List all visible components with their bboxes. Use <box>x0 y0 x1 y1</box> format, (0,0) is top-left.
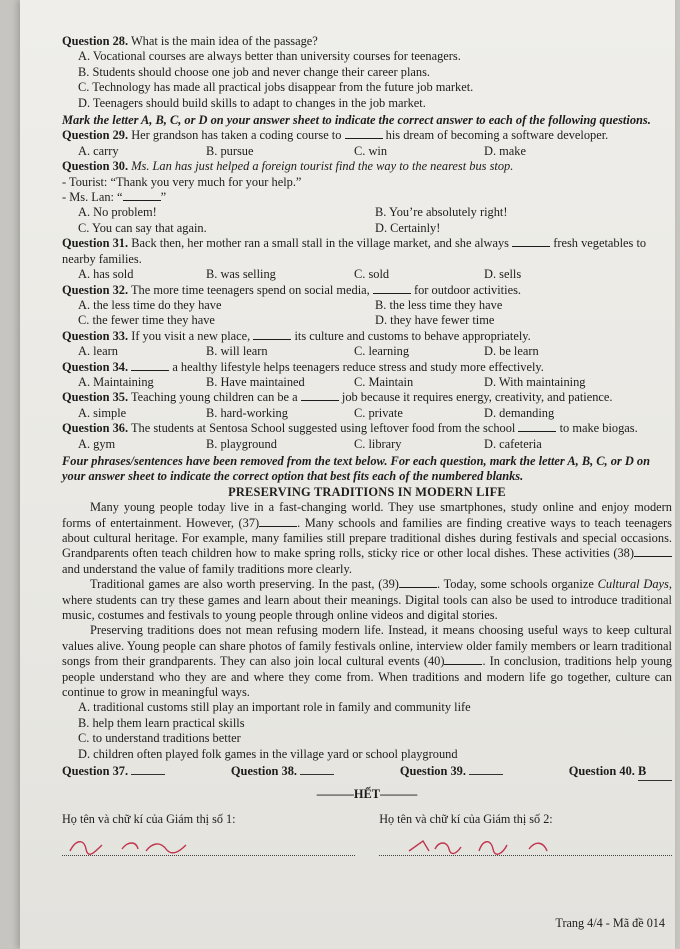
options <box>62 267 672 282</box>
answer-blank <box>301 390 339 401</box>
answer-slot-39 <box>469 774 503 775</box>
options <box>62 298 672 329</box>
option-b: B. Have maintained <box>206 374 305 389</box>
option-b: B. pursue <box>206 143 254 158</box>
answer-blank <box>518 421 556 432</box>
signature-line-1 <box>62 837 355 856</box>
exam-sheet <box>20 0 675 949</box>
answer-row <box>62 764 672 780</box>
option-a: A. traditional customs still play an important role in family and community life <box>78 700 471 715</box>
answer-blank <box>512 236 550 247</box>
passage-paragraph-2: Traditional games are also worth preserving. In the past, (39) . Today, some schools organize Cultural Days, where students can try these games and learn about their meanings. Digital tools can also be used to introduce traditional music, costumes and festivals to young people through online videos and digital stories. <box>62 577 672 623</box>
option-d: D. Certainly! <box>375 220 441 235</box>
question-31: Question 31. Back then, her mother ran a small stall in the village market, and she always fresh vegetables to nearby families. A. has sold B. was selling C. sold D. sells <box>62 236 672 282</box>
passage-paragraph-3: Preserving traditions does not mean refusing modern life. Instead, it means choosing useful ways to keep cultural values alive. Young people can share photos of family festivals online, interview older family members or learn traditional songs from their grandparents. They can also join local cultural events (40) . In conclusion, traditions help young people understand who they are and where they come from. When traditions and modern life go together, culture can continue to grow in meaningful ways. <box>62 623 672 700</box>
option-c: C. Technology has made all practical jobs disappear from the future job market. <box>78 80 474 95</box>
option-a: A. the less time do they have <box>78 297 222 312</box>
options <box>62 205 672 236</box>
answer-blank <box>345 128 383 139</box>
option-b: B. playground <box>206 436 277 451</box>
passage-title: PRESERVING TRADITIONS IN MODERN LIFE <box>228 484 506 499</box>
instruction-2: Four phrases/sentences have been removed from the text below. For each question, mark the letter A, B, C, or D on your answer sheet to indicate the correct option that best fits each of the numbered blanks. <box>62 453 650 484</box>
answer-label-40: Question 40. <box>568 764 635 779</box>
option-b: B. Students should choose one job and never change their career plans. <box>78 64 430 79</box>
options <box>62 144 672 159</box>
option-a: A. gym <box>78 436 116 451</box>
question-label: Question 30. <box>62 159 129 174</box>
option-c: C. to understand traditions better <box>78 731 241 746</box>
end-marker: ———HẾT——— <box>316 786 418 801</box>
question-33: Question 33. If you visit a new place, its culture and customs to behave appropriately. A. learn B. will learn C. learning D. be learn <box>62 329 672 360</box>
option-d: D. sells <box>484 267 522 282</box>
option-d: D. cafeteria <box>484 436 542 451</box>
question-stem: Ms. Lan has just helped a foreign tourist find the way to the nearest bus stop. <box>131 159 514 174</box>
proctor-signatures <box>62 812 672 856</box>
option-a: A. Maintaining <box>78 374 154 389</box>
question-28 <box>62 34 672 111</box>
option-a: A. Vocational courses are always better than university courses for teenagers. <box>78 49 461 64</box>
option-d: D. children often played folk games in the village yard or school playground <box>78 746 458 761</box>
option-b: B. You’re absolutely right! <box>375 205 508 220</box>
option-c: C. Maintain <box>354 374 414 389</box>
option-c: C. the fewer time they have <box>78 313 215 328</box>
options <box>62 437 672 452</box>
option-c: C. private <box>354 405 403 420</box>
blank-37 <box>259 516 297 527</box>
question-32: Question 32. The more time teenagers spend on social media, for outdoor activities. A. the less time do they have B. the less time they have C. the fewer time they have D. they have fewer time <box>62 283 672 329</box>
question-label: Question 34. <box>62 359 129 374</box>
option-d: D. be learn <box>484 344 539 359</box>
option-b: B. hard-working <box>206 405 288 420</box>
signature-2 <box>379 837 579 857</box>
signature-1 <box>62 837 212 855</box>
option-b: B. was selling <box>206 267 276 282</box>
question-label: Question 29. <box>62 128 129 143</box>
question-label: Question 31. <box>62 236 129 251</box>
option-c: C. learning <box>354 344 410 359</box>
question-36: Question 36. The students at Sentosa School suggested using leftover food from the school to make biogas. A. gym B. playground C. library D. cafeteria <box>62 421 672 452</box>
passage-paragraph-1: Many young people today live in a fast-changing world. They use smartphones, study online and enjoy modern forms of entertainment. However, (37) . Many schools and families are finding creative ways to teach teenagers about cultural heritage. For example, many families still prepare traditional dishes during festivals and special occasions. Grandparents often teach children how to make spring rolls, sticky rice or other local dishes. These activities (38) and understand the value of family traditions more clearly. <box>62 500 672 576</box>
option-b: B. the less time they have <box>375 297 503 312</box>
blank-38 <box>634 546 672 557</box>
answer-blank <box>253 329 291 340</box>
option-a: A. learn <box>78 344 118 359</box>
option-b: B. help them learn practical skills <box>78 715 245 730</box>
passage-options <box>62 700 672 762</box>
page-footer: Trang 4/4 - Mã đề 014 <box>555 916 665 930</box>
option-d: D. make <box>484 143 526 158</box>
answer-slot-37 <box>131 774 165 775</box>
answer-slot-40 <box>638 764 672 780</box>
option-b: B. will learn <box>206 344 268 359</box>
signature-line-2 <box>379 837 672 856</box>
question-label: Question 36. <box>62 421 129 436</box>
question-label: Question 32. <box>62 282 129 297</box>
options <box>62 49 672 111</box>
option-d: D. they have fewer time <box>375 313 495 328</box>
option-a: A. No problem! <box>78 205 157 220</box>
options <box>62 406 672 421</box>
options <box>62 344 672 359</box>
option-a: A. simple <box>78 405 127 420</box>
option-c: C. win <box>354 143 388 158</box>
question-label: Question 33. <box>62 328 129 343</box>
question-30 <box>62 159 672 236</box>
question-29: Question 29. Her grandson has taken a coding course to his dream of becoming a software developer. A. carry B. pursue C. win D. make <box>62 128 672 159</box>
blank-40 <box>444 654 482 665</box>
answer-label-39: Question 39. <box>399 764 466 779</box>
option-d: D. With maintaining <box>484 374 586 389</box>
option-d: D. Teenagers should build skills to adapt to changes in the job market. <box>78 95 426 110</box>
option-c: C. library <box>354 436 402 451</box>
options <box>62 375 672 390</box>
option-c: C. sold <box>354 267 390 282</box>
question-stem: What is the main idea of the passage? <box>130 34 318 48</box>
option-c: C. You can say that again. <box>78 220 207 235</box>
question-label: Question 28. <box>62 34 129 48</box>
exam-content <box>62 34 672 856</box>
dialogue-line-2: - Ms. Lan: “ ” <box>62 190 167 205</box>
proctor-1-label: Họ tên và chữ kí của Giám thị số 1: <box>62 811 236 826</box>
dialogue-line-1: - Tourist: “Thank you very much for your help.” <box>62 174 302 189</box>
answer-blank <box>373 283 411 294</box>
question-34: Question 34. a healthy lifestyle helps teenagers reduce stress and study more effectively. A. Maintaining B. Have maintained C. Maintain D. With maintaining <box>62 360 672 391</box>
answer-label-37: Question 37. <box>62 764 129 779</box>
handwritten-answer-40: B <box>637 764 647 779</box>
answer-blank <box>123 190 161 201</box>
question-35: Question 35. Teaching young children can be a job because it requires energy, creativity, and patience. A. simple B. hard-working C. private D. demanding <box>62 390 672 421</box>
instruction-1: Mark the letter A, B, C, or D on your answer sheet to indicate the correct answer to each of the following questions. <box>62 113 651 128</box>
option-d: D. demanding <box>484 405 555 420</box>
option-a: A. carry <box>78 143 119 158</box>
answer-blank <box>131 360 169 371</box>
proctor-2-label: Họ tên và chữ kí của Giám thị số 2: <box>379 811 553 826</box>
question-label: Question 35. <box>62 390 129 405</box>
answer-slot-38 <box>300 774 334 775</box>
answer-label-38: Question 38. <box>230 764 298 779</box>
blank-39 <box>399 577 437 588</box>
option-a: A. has sold <box>78 267 134 282</box>
